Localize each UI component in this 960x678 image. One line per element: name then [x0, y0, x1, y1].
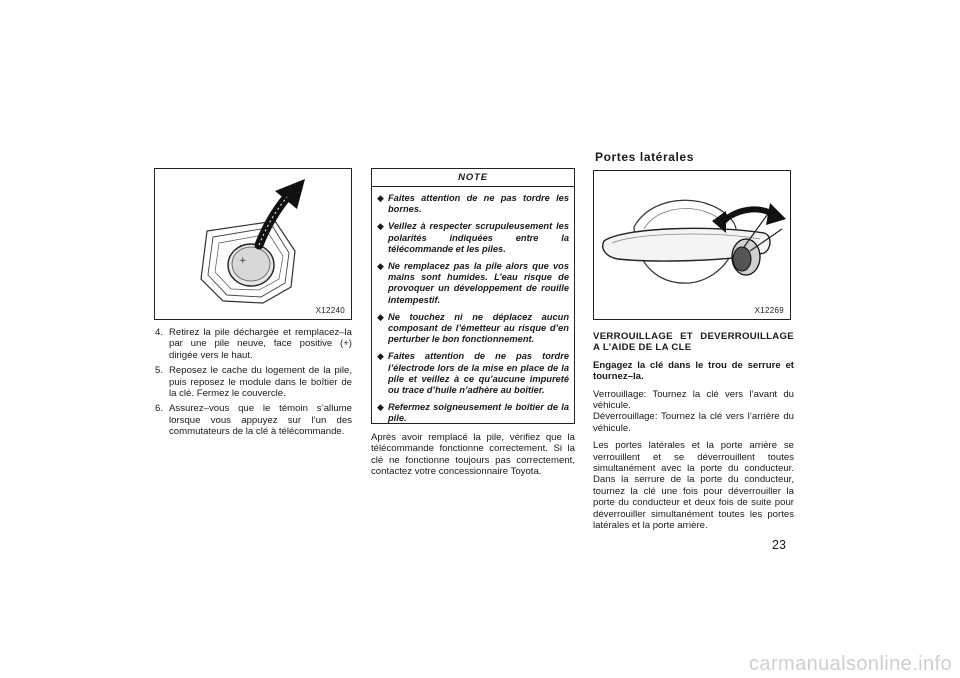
- svg-text:+: +: [239, 256, 247, 266]
- instruction-heading: VERROUILLAGE ET DEVERROUILLAGE A L’AIDE DE LA CLE: [593, 331, 794, 354]
- steps-list: [155, 327, 352, 442]
- note-item: [377, 193, 569, 215]
- lock-paragraph: Verrouillage: Tournez la clé vers l’avant du véhicule.: [593, 388, 794, 412]
- step-number: 6.: [155, 403, 164, 415]
- step-text: Reposez le cache du logement de la pile, puis reposez le module dans le boîtier de la clé. Fermez le couvercle.: [169, 365, 352, 400]
- note-title: NOTE: [372, 169, 574, 187]
- note-text: Faites attention de ne pas tordre les bornes.: [388, 193, 569, 215]
- unlock-paragraph: Déverrouillage: Tournez la clé vers l’arrière du véhicule.: [593, 411, 794, 434]
- step-number: 5.: [155, 365, 164, 377]
- lock-instructions: [593, 331, 794, 538]
- step-text: Retirez la pile déchargée et remplacez–la par une pile neuve, face positive (+) dirigée vers le haut.: [169, 327, 352, 361]
- note-item: [377, 351, 569, 396]
- figure-code: X12269: [754, 306, 784, 315]
- diamond-bullet-icon: ◆: [377, 311, 384, 322]
- note-text: Ne remplacez pas la pile alors que vos mains sont humides. L’eau risque de provoquer un développement de rouille intempestif.: [388, 261, 569, 305]
- door-lock-figure: [593, 170, 791, 320]
- battery-illustration: [155, 169, 351, 319]
- diamond-bullet-icon: ◆: [377, 221, 384, 232]
- note-text: Veillez à respecter scrupuleusement les polarités indiquées entre la télécommande et les piles.: [388, 221, 569, 254]
- list-item: [155, 327, 352, 361]
- body-paragraph: Les portes latérales et la porte arrière se verrouillent et se déverrouillent toutes simultanément avec la porte du conducteur. Dans la serrure de la porte du conducteur, tournez la clé une fois pour déverrouiller la porte du conducteur et deux fois de suite pour déverrouiller simultanément toutes les portes latérales et la porte arrière.: [593, 440, 794, 532]
- note-item: [377, 402, 569, 424]
- door-handle-illustration: [594, 171, 790, 319]
- list-item: [155, 403, 352, 437]
- section-title: Portes latérales: [595, 150, 694, 164]
- page-number: 23: [772, 538, 786, 552]
- after-note-paragraph: Après avoir remplacé la pile, vérifiez que la télécommande fonctionne correctement. Si la clé ne fonctionne toujours pas correctement, contactez votre concessionnaire Toyota.: [371, 432, 575, 478]
- step-text: Assurez–vous que le témoin s’allume lorsque vous appuyez sur l’un des commutateurs de la clé à télécommande.: [169, 403, 352, 438]
- note-box: [371, 168, 575, 424]
- diamond-bullet-icon: ◆: [377, 402, 384, 413]
- note-item: [377, 221, 569, 255]
- diamond-bullet-icon: ◆: [377, 351, 384, 362]
- note-text: Refermez soigneusement le boîtier de la pile.: [388, 402, 569, 424]
- watermark: carmanualsonline.info: [749, 653, 952, 675]
- diamond-bullet-icon: ◆: [377, 193, 384, 203]
- note-item: [377, 312, 569, 346]
- note-item: [377, 261, 569, 306]
- note-text: Faites attention de ne pas tordre l’électrode lors de la mise en place de la pile et veillez à ce qu’aucune impureté ou trace d’huile n’adhère au boîtier.: [388, 351, 569, 396]
- figure-code: X12240: [315, 306, 345, 315]
- diamond-bullet-icon: ◆: [377, 261, 384, 272]
- step-number: 4.: [155, 327, 164, 338]
- list-item: [155, 365, 352, 399]
- instruction-subheading: Engagez la clé dans le trou de serrure et tournez–la.: [593, 359, 794, 383]
- battery-figure: [154, 168, 352, 320]
- note-text: Ne touchez ni ne déplacez aucun composant de l’émetteur au risque d’en perturber le bon fonctionnement.: [388, 311, 569, 345]
